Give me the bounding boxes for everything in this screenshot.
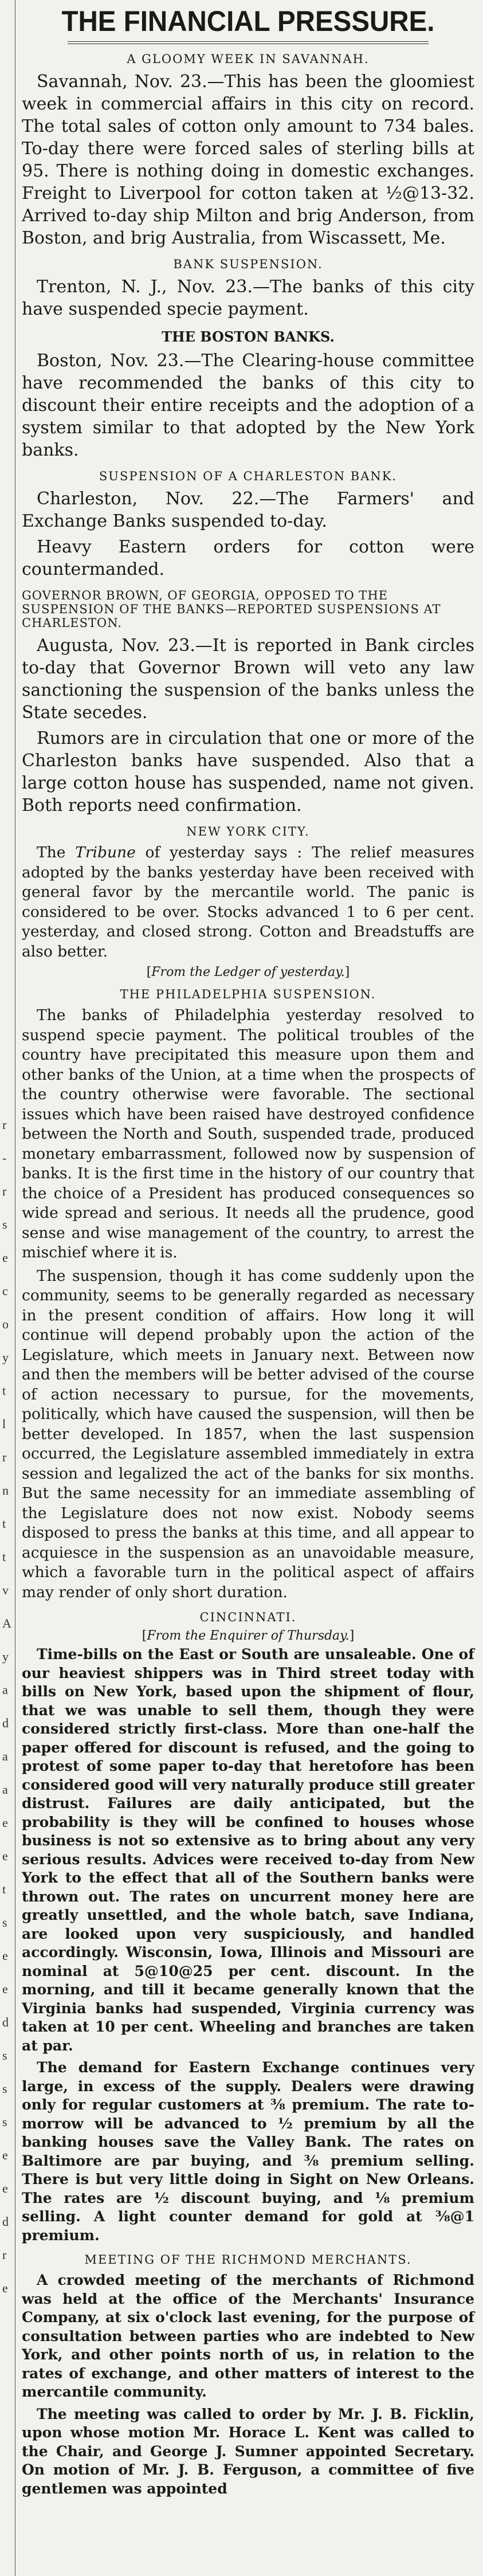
paragraph-philadelphia-2: The suspension, though it has come suddenly upon the community, seems to be generally regarded as necessary in the present condition of affairs. How long it will continue will depend probably upon the action of the Legislature, which meets in January next. Between now and then the members will be better advised of the course of action necessary to pursue, for the movements, politically, which have caused the suspension, will then be better developed. In 1857, when the last suspension occurred, the Legislature assembled immediately in extra session and legalized the act of the banks for six months. But the same necessity for an immediate assembling of the Legislature does not now exist. Nobody seems disposed to press the banks at this time, and all appear to acquiesce in the suspension as an unavoidable measure, which a favorable turn in the political aspect of affairs may render of only short duration.: [22, 1267, 474, 1601]
paragraph-trenton: Trenton, N. J., Nov. 23.—The banks of this city have suspended specie payment.: [22, 277, 474, 319]
paragraph-augusta: Augusta, Nov. 23.—It is reported in Bank circles to-day that Governor Brown will veto any law sanctioning the suspension of the banks unless the State secedes.: [22, 636, 474, 723]
paragraph-new-york: [22, 843, 474, 962]
paragraph-charleston: Charleston, Nov. 22.—The Farmers' and Exchange Banks suspended to-day.: [22, 489, 474, 531]
gutter-mark: r: [2, 1118, 7, 1132]
gutter-mark: a: [2, 1683, 8, 1697]
gutter-mark: r: [2, 1450, 7, 1464]
gutter-mark: n: [2, 1483, 9, 1497]
paragraph-boston: Boston, Nov. 23.—The Clearing-house committee have recommended the banks of this city to discount their entire receipts and the adoption of a system similar to that adopted by the New York banks.: [22, 351, 474, 460]
gutter-mark: s: [2, 1915, 7, 1930]
gutter-mark: s: [2, 1217, 7, 1232]
gutter-mark: s: [2, 2115, 7, 2129]
gutter-mark: t: [2, 1882, 6, 1896]
article-column: [22, 0, 474, 2501]
tribune-name: Tribune: [75, 844, 136, 861]
gutter-mark: y: [2, 1649, 9, 1664]
gutter-mark: e: [2, 2148, 8, 2162]
gutter-mark: e: [2, 1816, 8, 1830]
paragraph-cincinnati-2: The demand for Eastern Exchange continues very large, in excess of the supply. Dealers were drawing only for regular customers at ⅜ premium. The rate to-morrow will be advanced to ½ premium by all the banking houses save the Valley Bank. The rates on Baltimore are par buying, and ⅜ premium selling. There is but very little doing in Sight on New Orleans. The rates are ½ discount buying, and ⅛ premium selling. A light counter demand for gold at ⅜@1 premium.: [22, 2059, 474, 2244]
gutter-mark: a: [2, 1782, 8, 1797]
source-ledger: [ From the Ledger of yesterday. ]: [22, 965, 474, 979]
gutter-mark: v: [2, 1583, 9, 1597]
section-title-philadelphia: THE PHILADELPHIA SUSPENSION.: [120, 987, 376, 1001]
gutter-mark: e: [2, 1849, 8, 1863]
paragraph-cotton-orders: Heavy Eastern orders for cotton were countermanded.: [22, 537, 474, 579]
gutter-mark: o: [2, 1317, 9, 1331]
gutter-mark: t: [2, 1383, 6, 1398]
gutter-mark: t: [2, 1516, 6, 1531]
gutter-mark: y: [2, 1350, 9, 1365]
section-title-charleston-bank: SUSPENSION OF A CHARLESTON BANK.: [99, 469, 398, 483]
gutter-mark: e: [2, 1982, 8, 1996]
gutter-mark: -: [2, 1151, 7, 1165]
gutter-mark: A: [2, 1616, 11, 1630]
gutter-mark: a: [2, 1749, 8, 1763]
section-title-boston: THE BOSTON BANKS.: [162, 328, 335, 345]
new-york-text-after: of yesterday says : The relief measures adopted by the banks yesterday have been received with general favor by the mercantile world. The panic is considered to be over. Stocks advanced 1 to 6 per cent. yesterday, and closed strong. Cotton and Breadstuffs are also better.: [22, 844, 474, 960]
left-column-gutter: [0, 0, 15, 2576]
new-york-text-before: The: [37, 844, 76, 861]
paragraph-richmond-2: The meeting was called to order by Mr. J. B. Ficklin, upon whose motion Mr. Horace L. Kent was called to the Chair, and George J. Sumner appointed Secretary. On motion of Mr. J. B. Ferguson, a committee of five gentlemen was appointed: [22, 2405, 474, 2497]
gutter-mark: d: [2, 2015, 9, 2029]
gutter-mark: t: [2, 1550, 6, 1564]
gutter-mark: e: [2, 1250, 8, 1265]
gutter-mark: d: [2, 1716, 9, 1730]
headline-rule: [68, 41, 429, 44]
paragraph-cincinnati-1: Time-bills on the East or South are unsaleable. One of our heaviest shippers was in Third street today with bills on New York, based upon the shipment of flour, that we was unable to sell them, though they were considered strictly first-class. More than one-half the paper offered for discount is refused, and the going to protest of some paper to-day that heretofore has been considered good will very naturally produce still greater distrust. Failures are daily anticipated, but the probability is they will be confined to houses whose business is not so extensive as to bring about any very serious results. Advices were received to-day from New York to the effect that all of the Southern banks were thrown out. The rates on uncurrent money here are greatly unsettled, and the whole batch, save Indiana, are looked upon very suspiciously, and handled accordingly. Wisconsin, Iowa, Illinois and Missouri are nominal at 5@10@25 per cent. discount. In the morning, and till it became generally known that the Virginia banks had suspended, Virginia currency was taken at 10 per cent. Wheeling and branches are taken at par.: [22, 1646, 474, 2054]
gutter-mark: e: [2, 2181, 8, 2195]
section-title-savannah: A GLOOMY WEEK IN SAVANNAH.: [127, 52, 370, 66]
gutter-mark: c: [2, 1284, 8, 1298]
section-title-governor-brown: GOVERNOR BROWN, OF GEORGIA, OPPOSED TO THE SUSPENSION OF THE BANKS—REPORTED SUSPENSIONS AT CHARLESTON.: [22, 589, 441, 630]
headline: THE FINANCIAL PRESSURE.: [61, 5, 435, 37]
gutter-mark: s: [2, 2048, 7, 2063]
paragraph-philadelphia-1: The banks of Philadelphia yesterday resolved to suspend specie payment. The political troubles of the country have precipitated this measure upon them and other banks of the Union, at a time when the prospects of the country otherwise were favorable. The sectional issues which have been raised have destroyed confidence between the North and South, suspended trade, produced monetary embarrassment, followed now by suspension of banks. It is the first time in the history of our country that the choice of a President has produced consequences so wide spread and serious. It needs all the prudence, good sense and wise management of the country, to arrest the mischief where it is.: [22, 1006, 474, 1261]
section-title-bank-suspension: BANK SUSPENSION.: [173, 257, 323, 271]
section-title-richmond: MEETING OF THE RICHMOND MERCHANTS.: [84, 2253, 412, 2267]
section-title-cincinnati: CINCINNATI.: [199, 1610, 297, 1624]
gutter-mark: e: [2, 2281, 8, 2295]
gutter-mark: d: [2, 2214, 9, 2229]
section-title-new-york: NEW YORK CITY.: [186, 825, 310, 838]
paragraph-savannah: Savannah, Nov. 23.—This has been the gloomiest week in commercial affairs in this city on record. The total sales of cotton only amount to 734 bales. To-day there were forced sales of sterling bills at 95. There is nothing doing in domestic exchanges. Freight to Liverpool for cotton taken at ½@13-32. Arrived to-day ship Milton and brig Anderson, from Boston, and brig Australia, from Wiscassett, Me.: [22, 72, 474, 248]
source-enquirer: [ From the Enquirer of Thursday. ]: [22, 1629, 474, 1643]
gutter-mark: s: [2, 2081, 7, 2096]
gutter-mark: r: [2, 2248, 7, 2262]
paragraph-rumors: Rumors are in circulation that one or more of the Charleston banks have suspended. Also that a large cotton house has suspended, name not given. Both reports need confirmation.: [22, 728, 474, 815]
paragraph-richmond-1: A crowded meeting of the merchants of Richmond was held at the office of the Merchants' Insurance Company, at six o'clock last evening, for the purpose of consultation between parties who are indebted to New York, and other points north of us, in relation to the rates of exchange, and other matters of interest to the mercantile community.: [22, 2272, 474, 2400]
gutter-mark: e: [2, 1948, 8, 1963]
gutter-mark: l: [2, 1417, 6, 1431]
gutter-mark: r: [2, 1184, 7, 1198]
